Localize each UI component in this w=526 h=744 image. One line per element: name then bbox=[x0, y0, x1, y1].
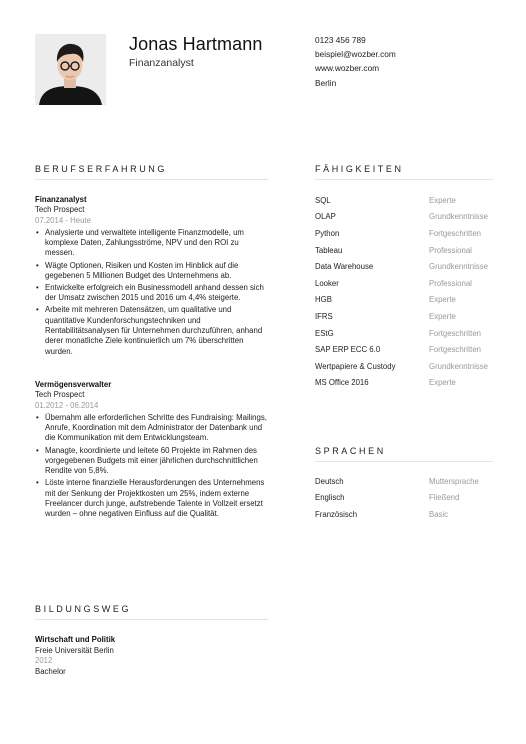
divider bbox=[35, 619, 268, 620]
section-title-education: BILDUNGSWEG bbox=[35, 604, 132, 614]
skill-name: SAP ERP ECC 6.0 bbox=[315, 345, 381, 355]
skill-name: OLAP bbox=[315, 212, 336, 222]
divider bbox=[315, 179, 493, 180]
language-name: Englisch bbox=[315, 493, 345, 503]
skill-name: Tableau bbox=[315, 245, 343, 255]
profile-photo bbox=[35, 34, 106, 105]
language-name: Deutsch bbox=[315, 476, 344, 486]
skill-name: IFRS bbox=[315, 311, 333, 321]
skill-level: Experte bbox=[429, 378, 456, 388]
skill-level: Fortgeschritten bbox=[429, 345, 482, 355]
skill-row bbox=[315, 275, 495, 292]
section-title-languages: SPRACHEN bbox=[315, 446, 386, 456]
section-title-skills: FÄHIGKEITEN bbox=[315, 164, 404, 174]
skill-row bbox=[315, 209, 495, 226]
skill-name: Looker bbox=[315, 278, 339, 288]
skill-name: EStG bbox=[315, 328, 334, 338]
skill-row bbox=[315, 225, 495, 242]
skill-row bbox=[315, 341, 495, 358]
job-bullet: • Managte, koordinierte und leitete 60 Projekte im Rahmen des vorgegebenen Budgets mit einer jährlichen durchschnittlichen Rendite von 5,8%. bbox=[35, 446, 270, 477]
education-year: 2012 bbox=[35, 656, 53, 665]
job-bullets bbox=[35, 228, 270, 357]
skill-level: Fortgeschritten bbox=[429, 228, 482, 238]
section-title-experience: BERUFSERFAHRUNG bbox=[35, 164, 168, 174]
skill-row bbox=[315, 242, 495, 259]
language-name: Französisch bbox=[315, 509, 358, 519]
candidate-role: Finanzanalyst bbox=[129, 57, 194, 69]
job-entry bbox=[35, 380, 270, 521]
job-title: Vermögensverwalter bbox=[35, 380, 112, 389]
job-entry bbox=[35, 195, 270, 359]
languages-list bbox=[315, 473, 495, 523]
skill-level: Experte bbox=[429, 295, 456, 305]
language-level: Muttersprache bbox=[429, 476, 479, 486]
skill-level: Experte bbox=[429, 311, 456, 321]
skill-level: Grundkenntnisse bbox=[429, 212, 488, 222]
skill-name: HGB bbox=[315, 295, 332, 305]
skill-level: Grundkenntnisse bbox=[429, 262, 488, 272]
language-row bbox=[315, 490, 495, 507]
skill-level: Fortgeschritten bbox=[429, 328, 482, 338]
job-bullet: • Arbeite mit mehreren Datensätzen, um qualitative und quantitative Kundenforschungstechniken und Rentabilitätsanalysen für Unternehmen durchzuführen, anhand derer monatliche Ziele kontinuierlich um 7% überschritten wurden. bbox=[35, 305, 270, 356]
skill-level: Grundkenntnisse bbox=[429, 361, 488, 371]
skill-name: MS Office 2016 bbox=[315, 378, 369, 388]
job-bullet: • Entwickelte erfolgreich ein Businessmodell anhand dessen sich der Umsatz zwischen 2015 und 2016 um 4,4% steigerte. bbox=[35, 283, 270, 304]
job-bullet: • Wägte Optionen, Risiken und Kosten im Hinblick auf die gegebenen 5 Millionen Budget des Unternehmens ab. bbox=[35, 261, 270, 282]
skill-row bbox=[315, 292, 495, 309]
divider bbox=[35, 179, 268, 180]
language-row bbox=[315, 473, 495, 490]
skills-list bbox=[315, 192, 495, 391]
person-portrait-icon bbox=[35, 34, 106, 105]
skill-row bbox=[315, 258, 495, 275]
skill-name: Data Warehouse bbox=[315, 262, 374, 272]
skill-level: Professional bbox=[429, 278, 472, 288]
skill-row bbox=[315, 358, 495, 375]
job-title: Finanzanalyst bbox=[35, 195, 87, 204]
skill-row bbox=[315, 375, 495, 392]
city: Berlin bbox=[315, 77, 337, 88]
skill-row bbox=[315, 308, 495, 325]
language-level: Basic bbox=[429, 509, 449, 519]
education-school: Freie Universität Berlin bbox=[35, 645, 114, 655]
language-level: Fließend bbox=[429, 493, 460, 503]
candidate-name: Jonas Hartmann bbox=[129, 34, 263, 54]
job-bullet: • Löste interne finanzielle Herausforderungen des Unternehmens mit der Senkung der Projektkosten um 25%, indem externe Freelancer durch junge, aufstrebende Talente in Vollzeit ersetzt wurden – ohne negativen Einfluss auf die Qualität. bbox=[35, 478, 270, 519]
divider bbox=[315, 461, 493, 462]
skill-name: SQL bbox=[315, 195, 331, 205]
email-address: beispiel@wozber.com bbox=[315, 49, 396, 60]
phone-number: 0123 456 789 bbox=[315, 35, 366, 45]
job-date: 07.2014 - Heute bbox=[35, 215, 91, 225]
skill-level: Experte bbox=[429, 195, 456, 205]
education-title: Wirtschaft und Politik bbox=[35, 635, 116, 644]
job-bullet: • Analysierte und verwaltete intelligente Finanzmodelle, um komplexe Daten, Zahlungsströme, NPV und den ROI zu messen. bbox=[35, 228, 270, 259]
skill-level: Professional bbox=[429, 245, 472, 255]
skill-name: Python bbox=[315, 228, 340, 238]
skill-name: Wertpapiere & Custody bbox=[315, 361, 396, 371]
job-company: Tech Prospect bbox=[35, 205, 85, 215]
job-bullet: • Übernahm alle erforderlichen Schritte des Fundraising: Mailings, Anrufe, Koordination mit dem Administrator der Datenbank und die Kommunikation mit dem Entwicklungsteam. bbox=[35, 413, 270, 444]
education-entry bbox=[35, 635, 115, 677]
skill-row bbox=[315, 325, 495, 342]
website: www.wozber.com bbox=[315, 63, 380, 74]
skill-row bbox=[315, 192, 495, 209]
job-company: Tech Prospect bbox=[35, 390, 85, 400]
education-degree: Bachelor bbox=[35, 666, 66, 676]
language-row bbox=[315, 506, 495, 523]
job-date: 01.2012 - 06.2014 bbox=[35, 400, 99, 410]
job-bullets bbox=[35, 413, 270, 520]
contact-block bbox=[315, 33, 396, 90]
